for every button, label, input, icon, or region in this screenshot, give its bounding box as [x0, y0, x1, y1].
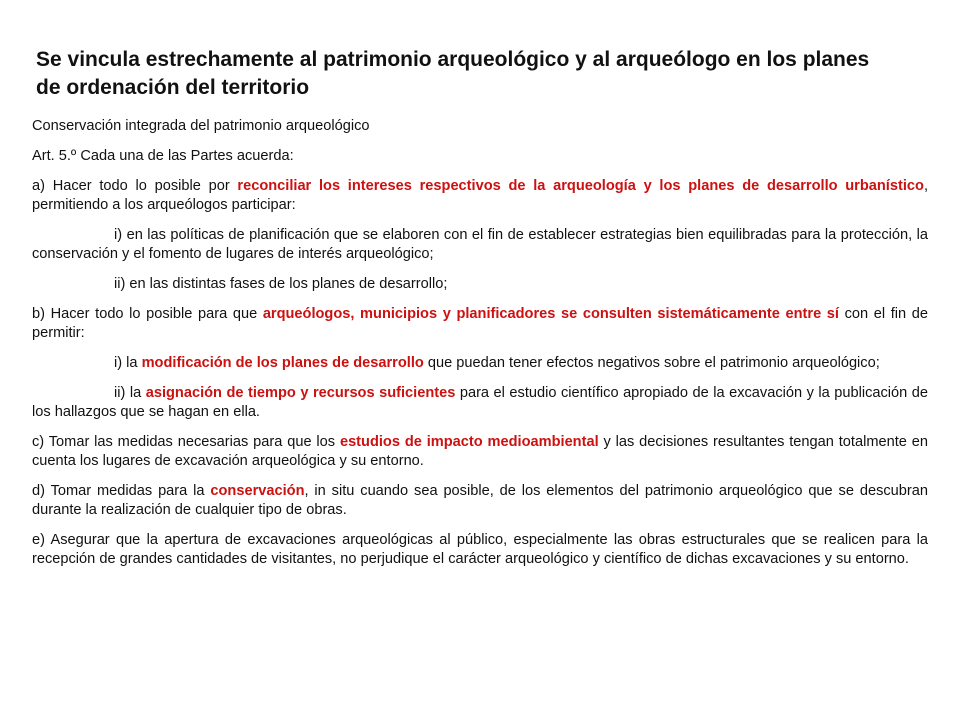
article-heading: Art. 5.º Cada una de las Partes acuerda: [32, 148, 294, 164]
paragraph-d [32, 482, 928, 520]
paragraph-e: e) Asegurar que la apertura de excavaciones arqueológicas al público, especialmente las obras estructurales que se realicen para la recepción de grandes cantidades de visitantes, no perjudique el carácter arqueológico y científico de dichas excavaciones y su entorno. [32, 532, 928, 567]
paragraph-b-ii-highlight: asignación de tiempo y recursos suficientes [145, 385, 456, 401]
paragraph-c [32, 433, 928, 471]
slide-body [32, 117, 928, 580]
paragraph-b-post: con el fin de permitir: [32, 306, 928, 341]
paragraph-b-i [32, 354, 928, 373]
paragraph-b-i-pre: i) la [114, 355, 142, 371]
paragraph-c-highlight: estudios de impacto medioambiental [339, 434, 599, 450]
paragraph-d-pre: d) Tomar medidas para la [32, 483, 211, 499]
paragraph-b-i-post: que puedan tener efectos negativos sobre el patrimonio arqueológico; [423, 355, 880, 371]
slide-title: Se vincula estrechamente al patrimonio arqueológico y al arqueólogo en los planes de ordenación del territorio [36, 48, 870, 99]
paragraph-d-post: , in situ cuando sea posible, de los elementos del patrimonio arqueológico que se descubran durante la realización de cualquier tipo de obras. [32, 483, 928, 518]
paragraph-d-highlight: conservación [210, 483, 305, 499]
paragraph-a [32, 177, 928, 215]
paragraph-c-pre: c) Tomar las medidas necesarias para que los [32, 434, 340, 450]
subtitle: Conservación integrada del patrimonio arqueológico [32, 118, 370, 134]
paragraph-a-ii: ii) en las distintas fases de los planes de desarrollo; [114, 276, 448, 292]
paragraph-b-pre: b) Hacer todo lo posible para que [32, 306, 263, 322]
paragraph-a-highlight: reconciliar los intereses respectivos de la arqueología y los planes de desarrollo urbanístico [237, 178, 924, 194]
paragraph-b-ii-post: para el estudio científico apropiado de la excavación y la publicación de los hallazgos que se hagan en ella. [32, 385, 929, 420]
paragraph-c-post: y las decisiones resultantes tengan totalmente en cuenta los lugares de excavación arqueológica y su entorno. [32, 434, 928, 469]
paragraph-a-i: i) en las políticas de planificación que se elaboren con el fin de establecer estrategias bien equilibradas para la protección, la conservación y el fomento de lugares de interés arqueológico; [32, 227, 928, 262]
paragraph-b-i-highlight: modificación de los planes de desarrollo [141, 355, 424, 371]
paragraph-b-ii [32, 384, 928, 422]
paragraph-b [32, 305, 928, 343]
paragraph-b-ii-pre: ii) la [114, 385, 146, 401]
paragraph-a-pre: a) Hacer todo lo posible por [32, 178, 238, 194]
paragraph-b-highlight: arqueólogos, municipios y planificadores se consulten sistemáticamente entre sí [262, 306, 839, 322]
paragraph-a-post: , permitiendo a los arqueólogos participar: [32, 178, 928, 213]
